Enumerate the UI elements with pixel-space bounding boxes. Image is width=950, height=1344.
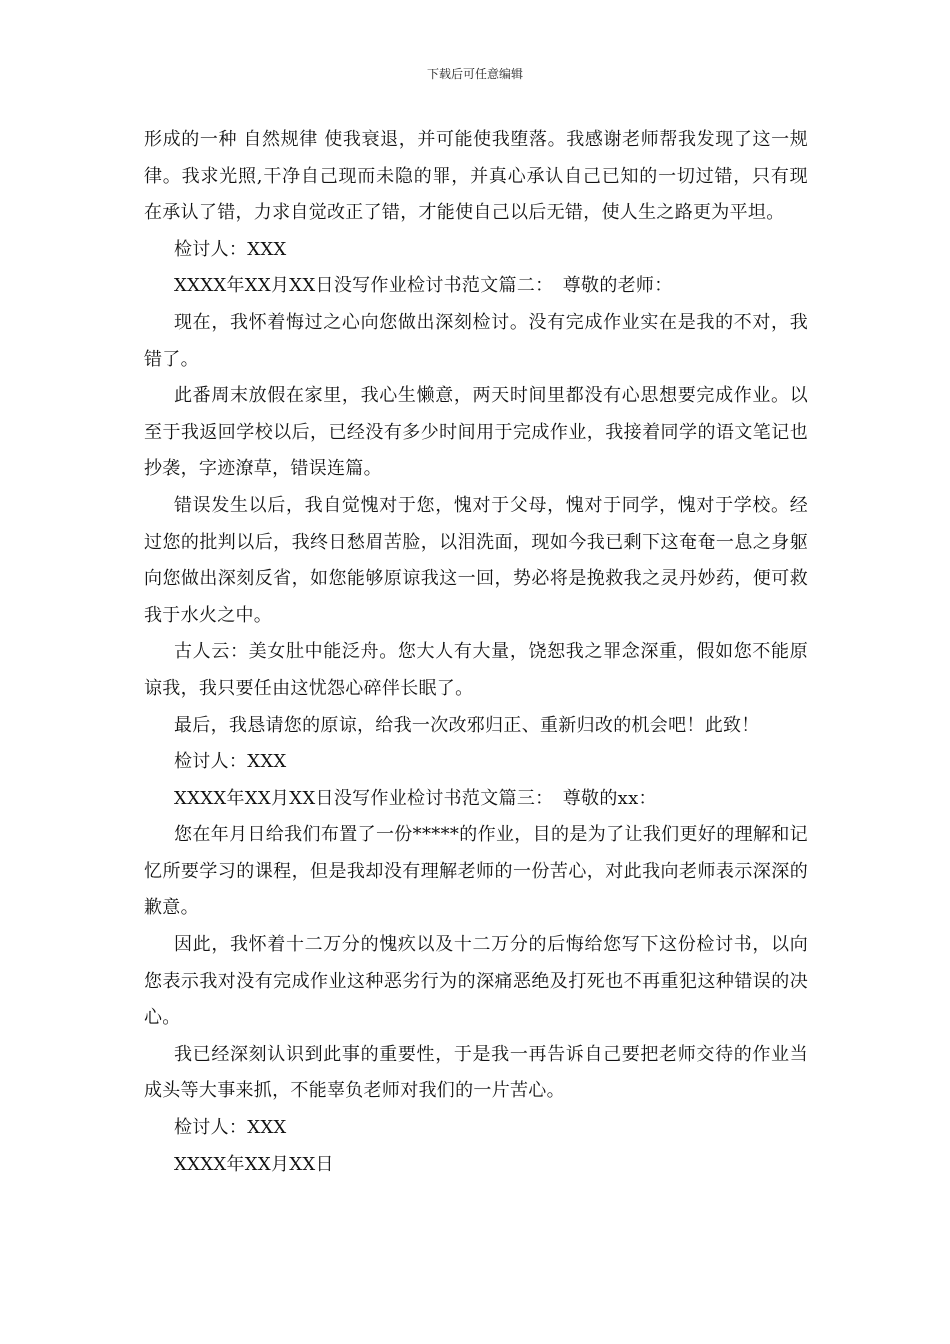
paragraph-5: 古人云：美女肚中能泛舟。您大人有大量，饶恕我之罪念深重，假如您不能原谅我，我只要任由这忧怨心碎伴长眠了。 <box>144 641 808 699</box>
paragraph-8: 因此，我怀着十二万分的愧疚以及十二万分的后悔给您写下这份检讨书，以向您表示我对没有完成作业这种恶劣行为的深痛恶绝及打死也不再重犯这种错误的决心。 <box>144 934 808 1029</box>
paragraph-1: 形成的一种 自然规律 使我衰退，并可能使我堕落。我感谢老师帮我发现了这一规律。我求光照,干净自己现而未隐的罪，并真心承认自己已知的一切过错，只有现在承认了错，力求自觉改正了错，才能使自己以后无错，使人生之路更为平坦。 <box>144 129 808 224</box>
document-body <box>144 122 808 1183</box>
paragraph-4: 错误发生以后，我自觉愧对于您，愧对于父母，愧对于同学，愧对于学校。经过您的批判以后，我终日愁眉苦脸，以泪洗面，现如今我已剩下这奄奄一息之身躯向您做出深刻反省，如您能够原谅我这一回，势必将是挽救我之灵丹妙药，便可救我于水火之中。 <box>144 494 808 626</box>
page-header: 下载后可任意编辑 <box>426 67 523 81</box>
signature-line-2: 检讨人：XXX <box>174 751 287 773</box>
date-line: XXXX年XX月XX日 <box>174 1153 334 1175</box>
paragraph-9: 我已经深刻认识到此事的重要性，于是我一再告诉自己要把老师交待的作业当成头等大事来抓，不能辜负老师对我们的一片苦心。 <box>144 1043 808 1102</box>
paragraph-2: 现在，我怀着悔过之心向您做出深刻检讨。没有完成作业实在是我的不对，我错了。 <box>144 311 808 370</box>
paragraph-3: 此番周末放假在家里，我心生懒意，两天时间里都没有心思想要完成作业。以至于我返回学校以后，已经没有多少时间用于完成作业，我接着同学的语文笔记也抄袭，字迹潦草，错误连篇。 <box>144 385 808 480</box>
section-heading-3: XXXX年XX月XX日没写作业检讨书范文篇三： 尊敬的xx： <box>174 787 657 809</box>
signature-line-1: 检讨人：XXX <box>174 238 287 260</box>
section-heading-2: XXXX年XX月XX日没写作业检讨书范文篇二： 尊敬的老师： <box>174 275 673 297</box>
paragraph-6: 最后，我恳请您的原谅，给我一次改邪归正、重新归改的机会吧！此致！ <box>174 714 760 736</box>
signature-line-3: 检讨人：XXX <box>174 1117 287 1139</box>
paragraph-7: 您在年月日给我们布置了一份*****的作业，目的是为了让我们更好的理解和记忆所要学习的课程，但是我却没有理解老师的一份苦心，对此我向老师表示深深的歉意。 <box>144 824 808 919</box>
